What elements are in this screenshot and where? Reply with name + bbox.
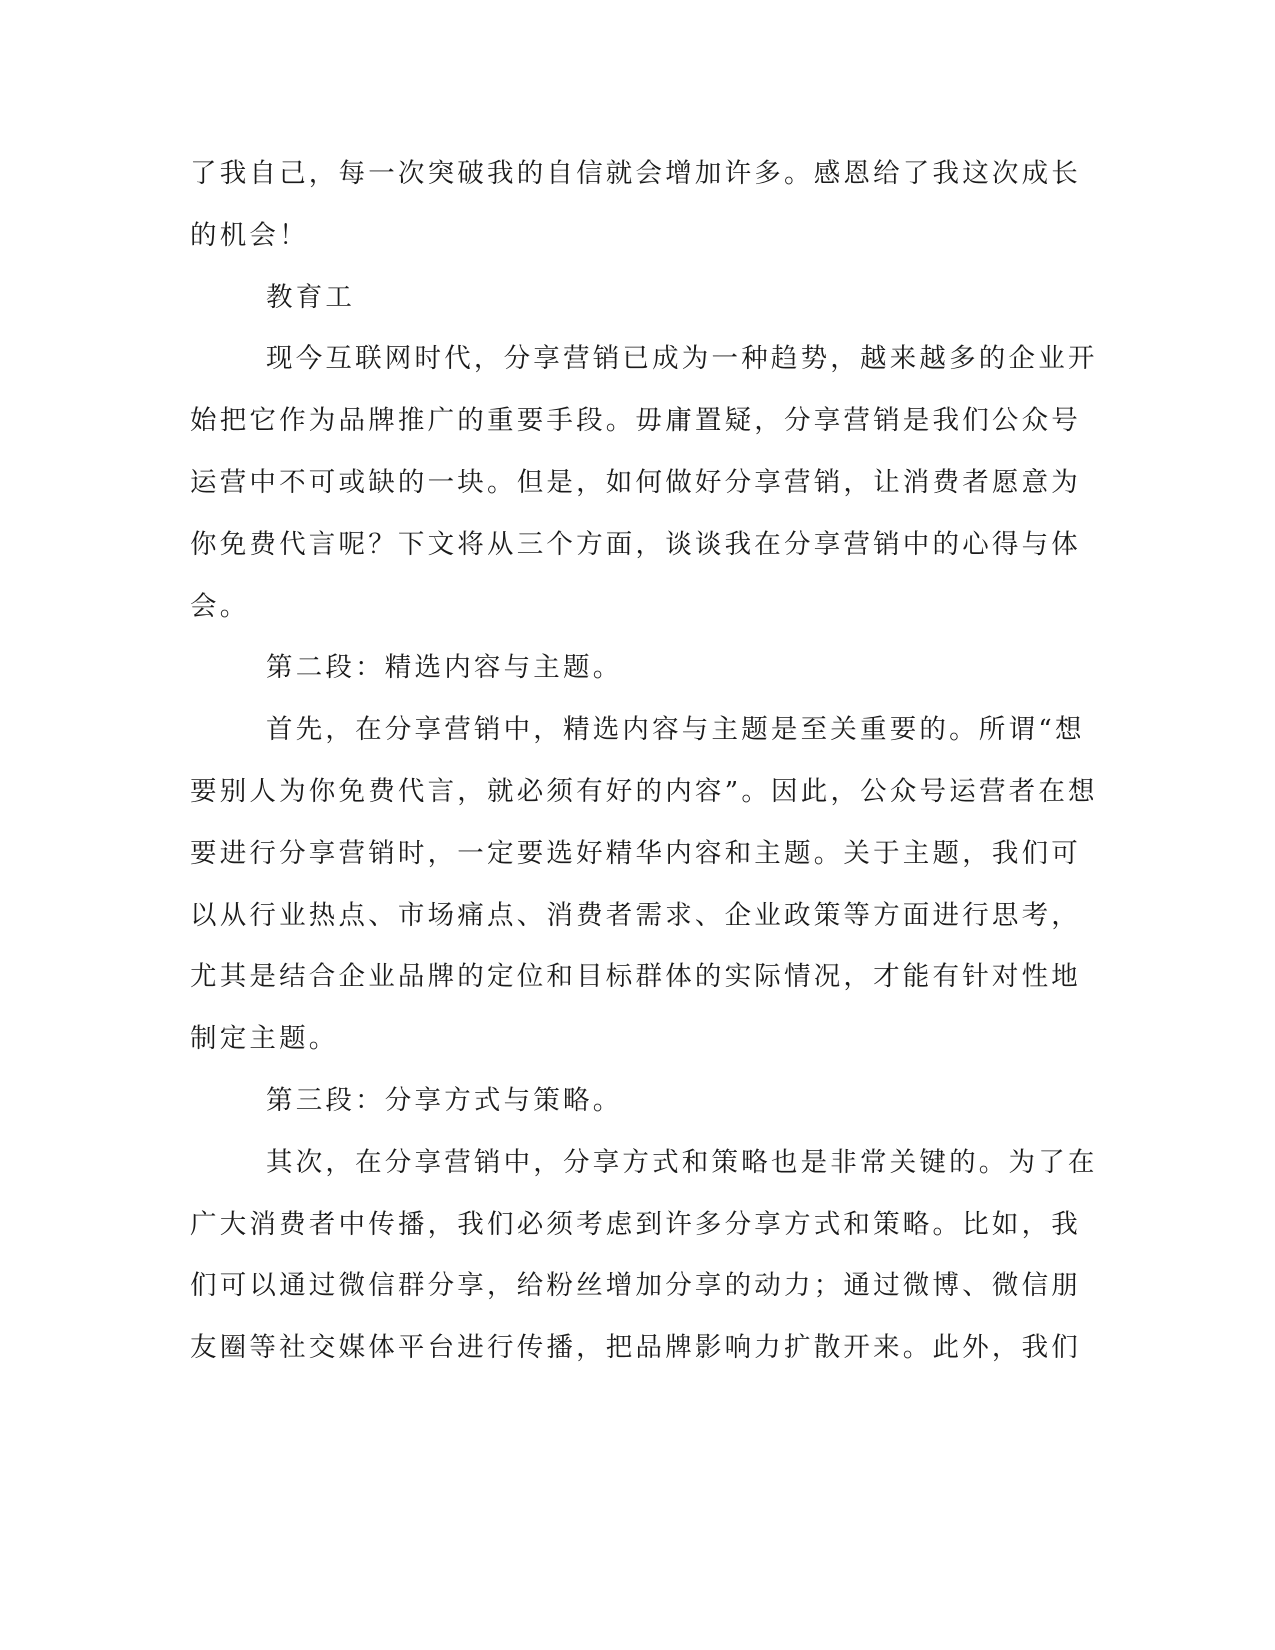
text-line: 运营中不可或缺的一块。但是，如何做好分享营销，让消费者愿意为 <box>190 466 1081 498</box>
text-line: 其次，在分享营销中，分享方式和策略也是非常关键的。为了在 <box>266 1146 1098 1178</box>
text-line: 要进行分享营销时，一定要选好精华内容和主题。关于主题，我们可 <box>190 837 1081 869</box>
text-line: 会。 <box>190 590 250 622</box>
text-line: 你免费代言呢？下文将从三个方面，谈谈我在分享营销中的心得与体 <box>190 528 1081 560</box>
text-line: 了我自己，每一次突破我的自信就会增加许多。感恩给了我这次成长 <box>190 158 1081 189</box>
text-line: 的机会！ <box>190 219 309 251</box>
text-line: 以从行业热点、市场痛点、消费者需求、企业政策等方面进行思考， <box>190 899 1081 931</box>
document-body <box>190 158 1098 1395</box>
text-line: 要别人为你免费代言，就必须有好的内容”。因此，公众号运营者在想 <box>190 775 1098 807</box>
text-line: 首先，在分享营销中，精选内容与主题是至关重要的。所谓“想 <box>266 714 1085 746</box>
text-line: 尤其是结合企业品牌的定位和目标群体的实际情况，才能有针对性地 <box>190 961 1081 993</box>
text-line: 始把它作为品牌推广的重要手段。毋庸置疑，分享营销是我们公众号 <box>190 405 1081 437</box>
text-line: 广大消费者中传播，我们必须考虑到许多分享方式和策略。比如，我 <box>190 1208 1081 1240</box>
text-line: 现今互联网时代，分享营销已成为一种趋势，越来越多的企业开 <box>266 343 1098 375</box>
text-line: 友圈等社交媒体平台进行传播，把品牌影响力扩散开来。此外，我们 <box>190 1332 1081 1364</box>
text-line: 制定主题。 <box>190 1023 339 1055</box>
section-heading: 教育工 <box>266 281 356 313</box>
section-heading: 第三段：分享方式与策略。 <box>266 1084 623 1116</box>
text-line: 们可以通过微信群分享，给粉丝增加分享的动力；通过微博、微信朋 <box>190 1270 1081 1302</box>
section-heading: 第二段：精选内容与主题。 <box>266 652 623 684</box>
